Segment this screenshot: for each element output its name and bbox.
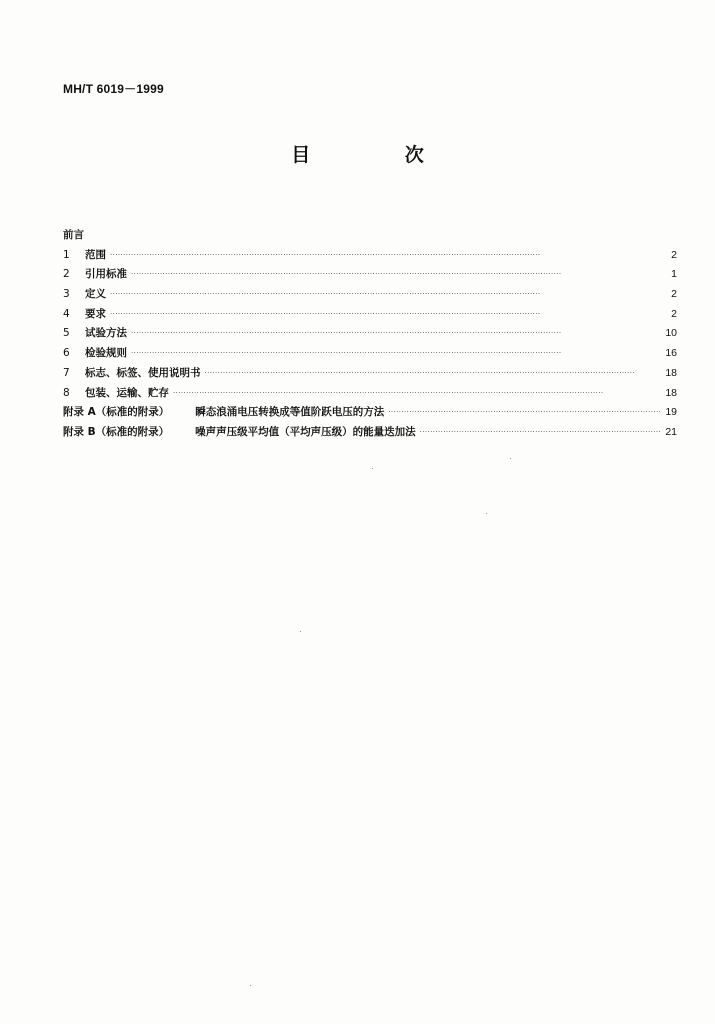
toc-entry-page: 2 [671,307,677,320]
toc-entry-number: 5 [63,327,70,340]
toc-entry-page: 2 [671,288,677,301]
toc-entry[interactable] [63,266,677,286]
standard-number: MH/T 6019－1999 [63,82,164,96]
dot-leader [131,349,661,357]
toc-entry[interactable] [63,286,677,306]
toc-entry-title: 包装、运输、贮存 [85,386,169,399]
toc-entry-title: 范围 [85,248,106,261]
scan-speck [510,458,511,459]
toc-entry-page: 18 [665,386,677,399]
toc-entry-number: 4 [63,307,70,320]
dot-leader [110,290,663,298]
toc-foreword-label: 前言 [63,229,84,241]
toc-entry-title: 要求 [85,307,106,320]
toc-appendix[interactable] [63,424,677,444]
toc-entry[interactable] [63,365,677,385]
toc-entry-page: 16 [665,347,677,360]
toc-entry-page: 18 [665,366,677,379]
toc-foreword[interactable] [63,227,677,247]
toc-entry-title: 检验规则 [85,347,127,360]
table-of-contents [63,227,677,444]
toc-entry-page: 2 [671,248,677,261]
toc-appendix-title: 噪声声压级平均值（平均声压级）的能量迭加法 [195,425,416,438]
dot-leader [110,251,663,259]
toc-entry-page: 1 [671,268,677,281]
toc-entry-title: 引用标准 [85,268,127,281]
scan-speck [300,631,301,632]
toc-entry-number: 2 [63,268,70,281]
toc-entry-number: 6 [63,347,70,360]
page-title: 目 次 [291,144,468,166]
dot-leader [110,310,663,318]
toc-entry-title: 试验方法 [85,327,127,340]
toc-entry[interactable] [63,306,677,326]
toc-entry[interactable] [63,247,677,267]
toc-appendix-title: 瞬态浪涌电压转换成等值阶跃电压的方法 [195,406,385,419]
dot-leader [131,329,661,337]
toc-entry-number: 3 [63,288,70,301]
scan-speck [372,468,373,469]
toc-entry-number: 7 [63,366,70,379]
toc-entry-number: 1 [63,248,70,261]
toc-appendix-page: 21 [665,425,677,438]
dot-leader [205,369,662,377]
toc-appendix-label: 附录 A（标准的附录） [63,406,170,419]
toc-appendix-page: 19 [665,406,677,419]
dot-leader [388,408,661,416]
toc-entry[interactable] [63,345,677,365]
toc-entry-page: 10 [665,327,677,340]
dot-leader [173,389,661,397]
dot-leader [420,428,662,436]
toc-appendix[interactable] [63,404,677,424]
scan-speck [250,985,251,986]
toc-entry-title: 定义 [85,288,106,301]
toc-entry-number: 8 [63,386,70,399]
toc-entry-title: 标志、标签、使用说明书 [85,366,201,379]
scan-speck [486,513,487,514]
toc-appendix-label: 附录 B（标准的附录） [63,425,170,438]
toc-entry[interactable] [63,385,677,405]
toc-entry[interactable] [63,325,677,345]
dot-leader [131,270,663,278]
